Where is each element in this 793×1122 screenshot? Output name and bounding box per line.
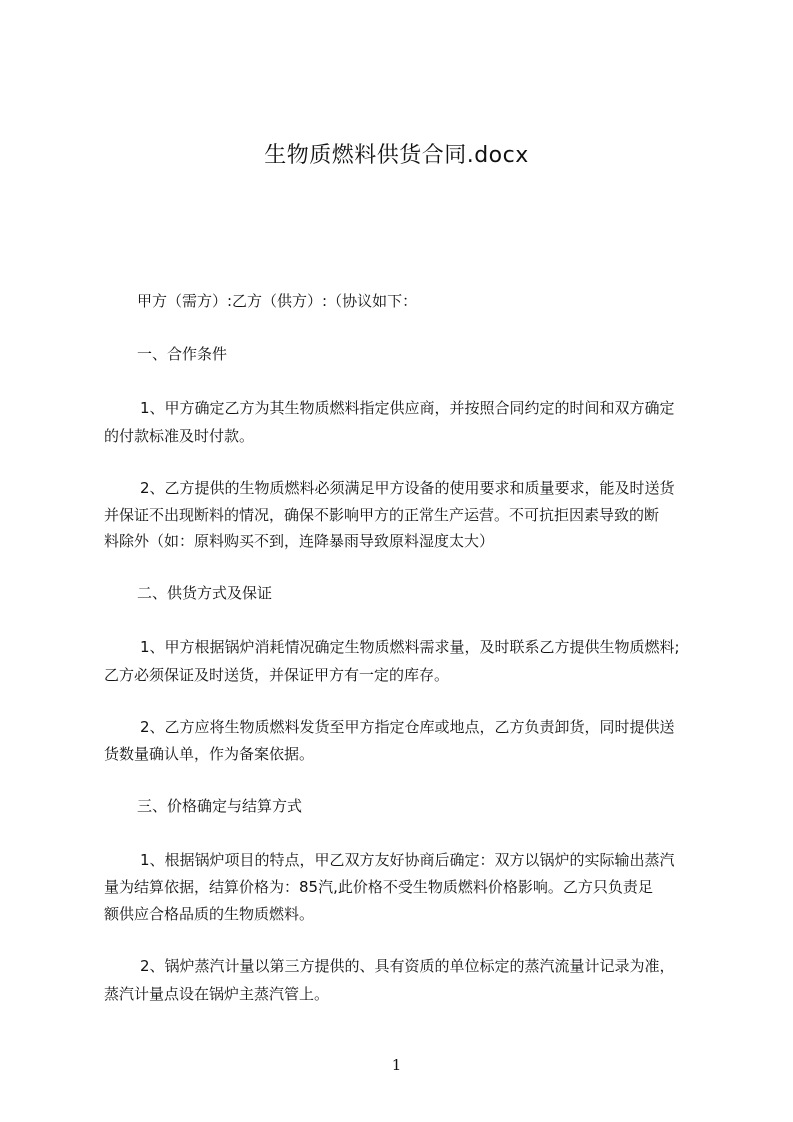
- clause-line: 1、根据锅炉项目的特点，甲乙双方友好协商后确定：双方以锅炉的实际输出蒸汽: [140, 851, 675, 869]
- clause-line: 的付款标准及时付款。: [104, 427, 255, 445]
- document-title: 生物质燃料供货合同.docx: [264, 143, 529, 168]
- clause-line: 料除外（如：原料购买不到，连降暴雨导致原料湿度太大）: [104, 532, 495, 550]
- clause-line: 2、乙方应将生物质燃料发货至甲方指定仓库或地点，乙方负责卸货，同时提供送: [140, 718, 675, 736]
- clause-line: 量为结算依据，结算价格为：85汽,此价格不受生物质燃料价格影响。乙方只负责足: [104, 878, 653, 896]
- clause-line: 货数量确认单，作为备案依据。: [104, 745, 315, 763]
- clause-line: 乙方必须保证及时送货，并保证甲方有一定的库存。: [104, 666, 450, 684]
- clause-line: 蒸汽计量点设在锅炉主蒸汽管上。: [104, 985, 330, 1003]
- clause-line: 2、锅炉蒸汽计量以第三方提供的、具有资质的单位标定的蒸汽流量计记录为准，: [140, 957, 675, 975]
- clause-line: 1、甲方根据锅炉消耗情况确定生物质燃料需求量，及时联系乙方提供生物质燃料;: [140, 638, 680, 656]
- section-heading: 一、合作条件: [137, 345, 228, 363]
- clause-line: 并保证不出现断料的情况，确保不影响甲方的正常生产运营。不可抗拒因素导致的断: [104, 506, 660, 524]
- clause-line: 额供应合格品质的生物质燃料。: [104, 905, 315, 923]
- section-heading: 二、供货方式及保证: [137, 584, 273, 602]
- parties-line: 甲方（需方）:乙方（供方）:（协议如下：: [137, 292, 418, 310]
- clause-line: 2、乙方提供的生物质燃料必须满足甲方设备的使用要求和质量要求，能及时送货: [140, 479, 675, 497]
- page-number: 1: [391, 1056, 402, 1074]
- section-heading: 三、价格确定与结算方式: [137, 797, 303, 815]
- clause-line: 1、甲方确定乙方为其生物质燃料指定供应商，并按照合同约定的时间和双方确定: [140, 399, 675, 417]
